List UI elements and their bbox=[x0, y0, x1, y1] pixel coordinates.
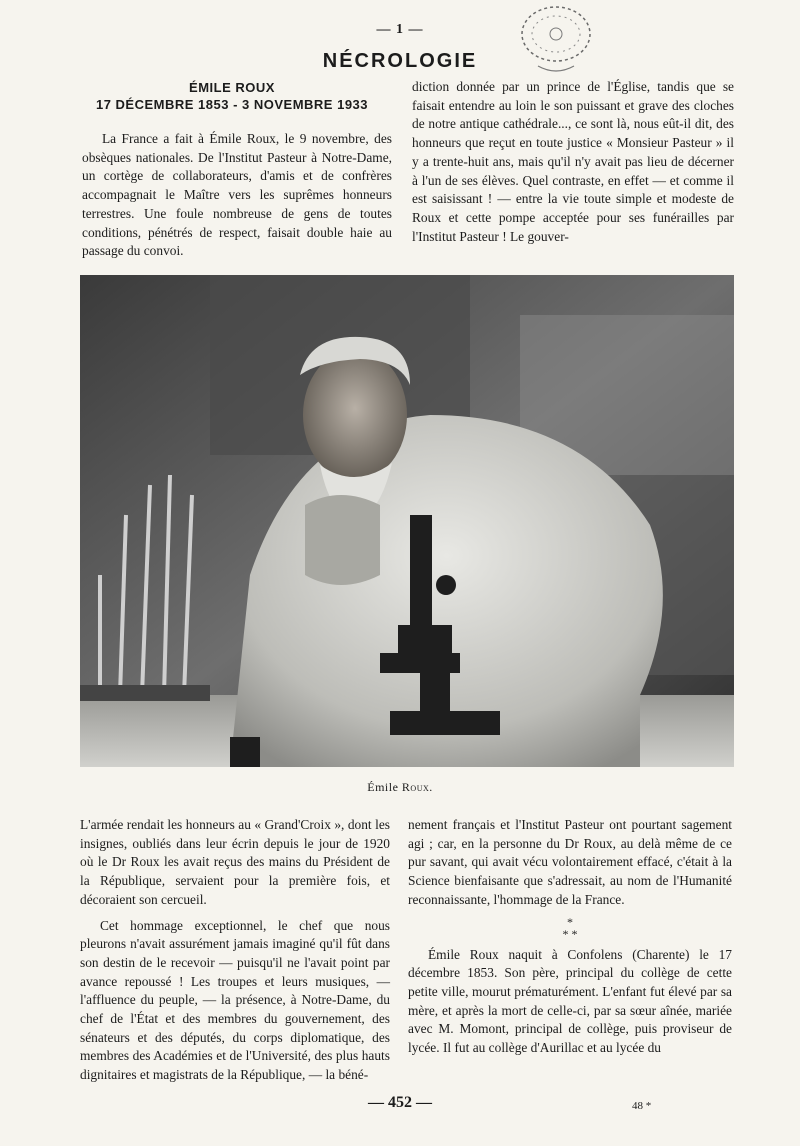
asterism bbox=[408, 916, 732, 940]
column-4 bbox=[408, 816, 732, 1058]
asterism-bottom: * * bbox=[562, 926, 578, 941]
photo-illustration bbox=[80, 275, 734, 767]
page-number-top: — 1 — bbox=[376, 22, 424, 37]
page-title: NÉCROLOGIE bbox=[322, 50, 478, 72]
paragraph: nement français et l'Institut Pasteur ont pourtant sagement agi ; car, en la personne du Dr Roux, au delà même de ce pur savant, qui avait vécu volontairement effacé, c'était à la Science bienfaisante que s'adressait, au nom de l'Humanité reconnaissante, l'hommage de la France. bbox=[408, 817, 732, 907]
photo-caption bbox=[0, 780, 800, 795]
asterism-top: * bbox=[567, 914, 573, 929]
caption-first-name: Émile bbox=[367, 780, 399, 794]
paragraph: Émile Roux naquit à Confolens (Charente) le 17 décembre 1853. Son père, principal du collège de cette petite ville, mourut prématurément. L'enfant fut élevé par sa mère, et après la mort de celle-ci, par sa sœur aînée, mariée avec M. Momont, principal de collège, puis proviseur de lycée. Il fut au collège d'Aurillac et au lycée du bbox=[408, 946, 732, 1056]
subject-dates: 17 DÉCEMBRE 1853 - 3 NOVEMBRE 1933 bbox=[95, 97, 369, 112]
caption-last-name: Roux. bbox=[401, 780, 433, 794]
portrait-photo bbox=[80, 275, 734, 767]
page-number-bottom: — 452 — bbox=[368, 1094, 432, 1111]
paragraph: La France a fait à Émile Roux, le 9 novembre, des obsèques nationales. De l'Institut Pasteur à Notre-Dame, un cortège de collaborateurs, d'amis et de confrères accompagnait le Maître vers les suprêmes honneurs terrestres. Une foule nombreuse de gens de toutes conditions, pénétrés de respect, faisait double haie au passage du convoi. bbox=[82, 131, 392, 259]
column-1 bbox=[82, 130, 392, 261]
signature-mark: 48 * bbox=[632, 1100, 652, 1112]
subject-name: ÉMILE ROUX bbox=[189, 80, 275, 95]
paragraph: L'armée rendait les honneurs au « Grand'Croix », dont les insignes, oubliés dans leur écrin depuis le jour de 1920 où le Dr Roux les avait reçus des mains du Président de la République, servaient pour la première fois, et décoraient son cercueil. bbox=[80, 817, 390, 907]
column-3 bbox=[80, 816, 390, 1085]
paragraph: Cet hommage exceptionnel, le chef que nous pleurons n'avait assurément jamais imaginé qu'il fût dans son destin de le recevoir — puisqu'il ne l'avait point par avance repoussé ! Les troupes et leurs musiques, — l'affluence du peuple, — la présence, à Notre-Dame, du chef de l'État et des membres du gouvernement, des sénateurs et des députés, du corps diplomatique, des membres des Académies et de l'Université, des plus hauts dignitaires et magistrats de la République, — la béné- bbox=[80, 917, 390, 1083]
column-2 bbox=[412, 78, 734, 246]
paragraph: diction donnée par un prince de l'Église, tandis que se faisait entendre au loin le son puissant et grave des cloches de notre antique cathédrale..., ce sont là, nous eût-il dit, des honneurs que reçut en toute justice « Monsieur Pasteur » il y a trente-huit ans, mais qu'il n'y avait pas lieu de décerner à l'un de ses élèves. Quel contraste, en effet — et comme il est saisissant ! — entre la vie toute simple et modeste de Roux et cette pompe acceptée pour ses funérailles par l'Institut Pasteur ! Le gouver- bbox=[412, 79, 734, 244]
